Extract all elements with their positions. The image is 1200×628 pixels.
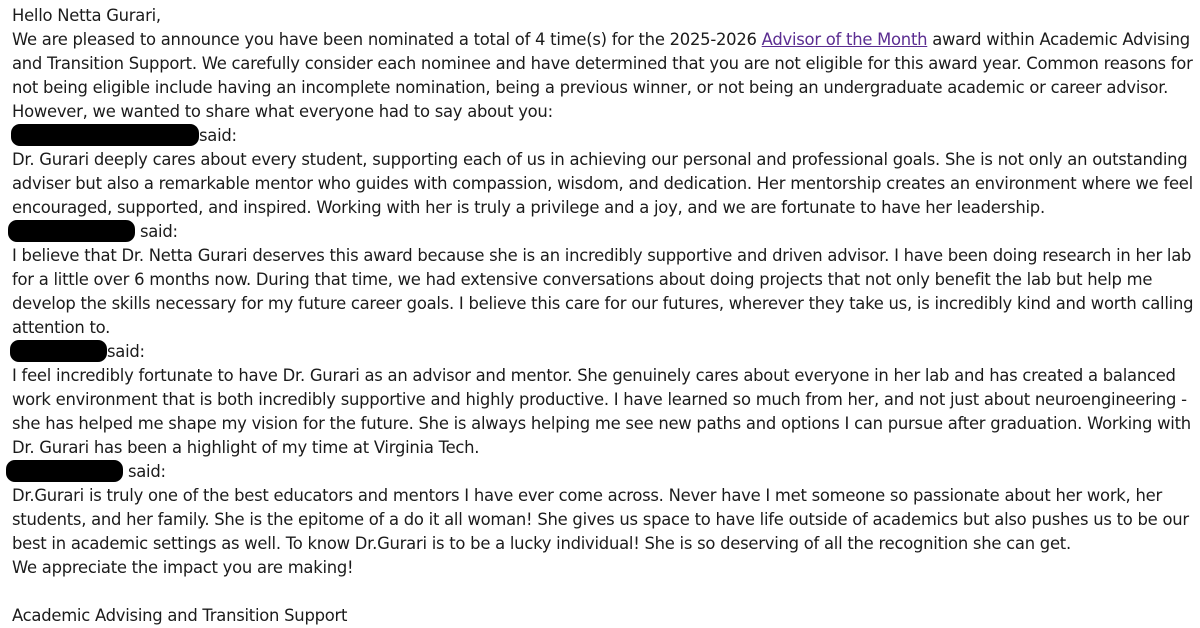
- intro-text-after: award within Academic Advising and Transition Support. We carefully consider each nominee and have determined that you are not eligible for this award year. Common reasons for not being eligible include having an incomplete nomination, being a previous winner, or not being an undergraduate academic or career advisor.: [12, 30, 1193, 97]
- said-label: said:: [107, 342, 145, 361]
- nominator-line: [12, 220, 1196, 244]
- redacted-name: [11, 124, 199, 146]
- advisor-of-the-month-link[interactable]: Advisor of the Month: [761, 30, 928, 49]
- greeting: Hello Netta Gurari,: [12, 6, 161, 25]
- redacted-name: [6, 460, 123, 482]
- nomination-text: I believe that Dr. Netta Gurari deserves this award because she is an incredibly supportive and driven advisor. I have been doing research in her lab for a little over 6 months now. During that time, we had extensive conversations about doing projects that not only benefit the lab but help me develop the skills necessary for my future career goals. I believe this care for our futures, wherever they take us, is incredibly kind and worth calling attention to.: [12, 246, 1194, 337]
- closing-line: We appreciate the impact you are making!: [12, 558, 354, 577]
- nomination-text: Dr.Gurari is truly one of the best educators and mentors I have ever come across. Never have I met someone so passionate about her work, her students, and her family. She is the epitome of a do it all woman! She gives us space to have life outside of academics but also pushes us to be our best in academic settings as well. To know Dr.Gurari is to be a lucky individual! She is so deserving of all the recognition she can get.: [12, 486, 1189, 553]
- intro-paragraph: [12, 28, 1196, 100]
- redacted-name: [8, 220, 135, 242]
- nomination-text: I feel incredibly fortunate to have Dr. Gurari as an advisor and mentor. She genuinely cares about everyone in her lab and has created a balanced work environment that is both incredibly supportive and highly productive. I have learned so much from her, and not just about neuroengineering - she has helped me shape my vision for the future. She is always helping me see new paths and options I can pursue after graduation. Working with Dr. Gurari has been a highlight of my time at Virginia Tech.: [12, 366, 1191, 457]
- share-line: However, we wanted to share what everyone had to say about you:: [12, 102, 553, 121]
- said-label: said:: [135, 222, 178, 241]
- intro-text-before: We are pleased to announce you have been nominated a total of 4 time(s) for the 2025-2026: [12, 30, 762, 49]
- nominator-line: [12, 460, 1196, 484]
- signature: Academic Advising and Transition Support: [12, 606, 348, 625]
- blank-line: [12, 580, 1196, 604]
- redacted-name: [10, 340, 107, 362]
- said-label: said:: [123, 462, 166, 481]
- said-label: said:: [199, 126, 237, 145]
- nomination-text: Dr. Gurari deeply cares about every student, supporting each of us in achieving our personal and professional goals. She is not only an outstanding adviser but also a remarkable mentor who guides with compassion, wisdom, and dedication. Her mentorship creates an environment where we feel encouraged, supported, and inspired. Working with her is truly a privilege and a joy, and we are fortunate to have her leadership.: [12, 150, 1193, 217]
- email-body: [12, 4, 1196, 628]
- nominator-line: [12, 340, 1196, 364]
- nominator-line: [12, 124, 1196, 148]
